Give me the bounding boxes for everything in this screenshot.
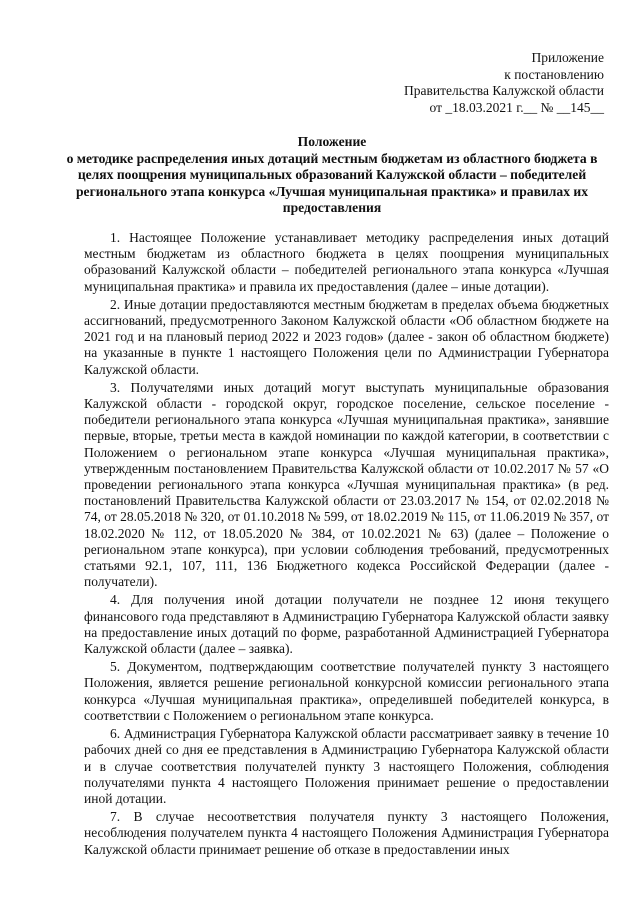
title-line-2: о методике распределения иных дотаций местным бюджетам из областного бюджета в целях поощрения муниципальных образований Калужской области – победителей регионального этапа конкурса «Лучшая муниципальная практика» и правилах их предоставления: [66, 150, 598, 215]
paragraph-1: 1. Настоящее Положение устанавливает методику распределения иных дотаций местным бюджетам из областного бюджета в целях поощрения муниципальных образований Калужской области – победителей регионального этапа конкурса «Лучшая муниципальная практика» и правила их предоставления (далее – иные дотации).: [84, 230, 609, 294]
paragraph-6: 6. Администрация Губернатора Калужской области рассматривает заявку в течение 10 рабочих дней со дня ее представления в Администрацию Губернатора Калужской области и в случае соответствия получателей пункту 3 настоящего Положения, соблюдения получателями пункта 4 настоящего Положения принимает решение о предоставлении иной дотации.: [84, 726, 609, 806]
appendix-header: [404, 50, 604, 116]
paragraph-7: 7. В случае несоответствия получателя пункту 3 настоящего Положения, несоблюдения получателем пункта 4 настоящего Положения Администрация Губернатора Калужской области принимает решение об отказе в предоставлении иных: [84, 809, 609, 857]
appendix-line-1: Приложение: [531, 50, 604, 65]
appendix-line-4: от _18.03.2021 г.__ № __145__: [429, 99, 604, 115]
appendix-line-2: к постановлению: [504, 66, 604, 82]
paragraph-3: 3. Получателями иных дотаций могут выступать муниципальные образования Калужской области - городской округ, городское поселение, сельское поселение - победители регионального этапа конкурса «Лучшая муниципальная практика», занявшие первые, вторые, третьи места в каждой номинации по каждой категории, в соответствии с Положением о региональном этапе конкурса «Лучшая муниципальная практика», утвержденным постановлением Правительства Калужской области от 10.02.2017 № 57 «О проведении регионального этапа конкурса «Лучшая муниципальная практика» (в ред. постановлений Правительства Калужской области от 23.03.2017 № 154, от 02.02.2018 № 74, от 28.05.2018 № 320, от 01.10.2018 № 599, от 18.02.2019 № 115, от 11.06.2019 № 357, от 18.02.2020 № 112, от 18.05.2020 № 384, от 10.02.2021 № 63) (далее – Положение о региональном этапе конкурса), при условии соблюдения требований, предусмотренных статьями 92.1, 107, 111, 136 Бюджетного кодекса Российской Федерации (далее - получатели).: [84, 379, 609, 590]
paragraph-5: 5. Документом, подтверждающим соответствие получателей пункту 3 настоящего Положения, является решение региональной конкурсной комиссии регионального этапа конкурса «Лучшая муниципальная практика», определившей победителей конкурса, в соответствии с Положением о региональном этапе конкурса.: [84, 659, 609, 723]
appendix-line-3: Правительства Калужской области: [403, 83, 604, 98]
document-title: [60, 134, 604, 217]
title-line-1: Положение: [297, 134, 367, 149]
paragraph-4: 4. Для получения иной дотации получатели не позднее 12 июня текущего финансового года представляют в Администрацию Губернатора Калужской области заявку на предоставление иных дотаций по форме, разработанной Администрацией Губернатора Калужской области (далее – заявка).: [84, 592, 609, 657]
paragraph-2: 2. Иные дотации предоставляются местным бюджетам в пределах объема бюджетных ассигнований, предусмотренного Законом Калужской области «Об областном бюджете на 2021 год и на плановый период 2022 и 2023 годов» (далее - закон об областном бюджете) на указанные в пункте 1 настоящего Положения цели по Администрации Губернатора Калужской области.: [84, 296, 609, 377]
document-body: [84, 230, 609, 860]
